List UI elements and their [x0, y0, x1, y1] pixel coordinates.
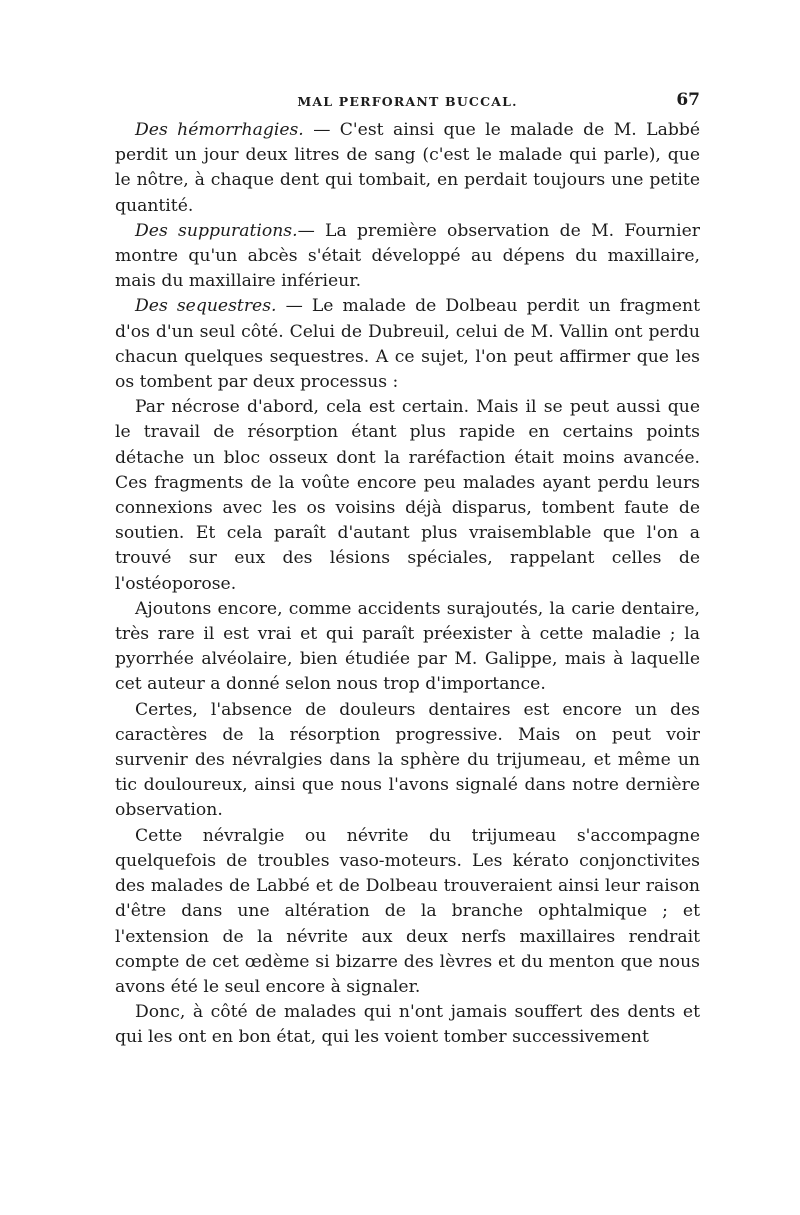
paragraph-necrose	[115, 395, 700, 597]
paragraph-text: Donc, à côté de malades qui n'ont jamais souffert des dents et qui les ont en bon état, qui les voient tomber successivement	[115, 1002, 700, 1048]
paragraph-sequestres	[115, 294, 700, 395]
paragraph-lead: Des sequestres.	[135, 296, 277, 317]
page-number: 67	[676, 90, 700, 110]
paragraph-text: — C'est ainsi que le malade de M. Labbé perdit un jour deux litres de sang (c'est le malade qui parle), que le nôtre, à chaque dent qui tombait, en perdait toujours une petite quantité.	[115, 120, 700, 216]
running-head: MAL PERFORANT BUCCAL.	[297, 94, 518, 109]
paragraph-text: — Le malade de Dolbeau perdit un fragment d'os d'un seul côté. Celui de Dubreuil, celui de M. Vallin ont perdu chacun quelques sequestres. A ce sujet, l'on peut affirmer que les os tombent par deux processus :	[115, 296, 700, 393]
paragraph-text: Ajoutons encore, comme accidents surajoutés, la carie dentaire, très rare il est vrai et qui paraît préexister à cette maladie ; la pyorrhée alvéolaire, bien étudiée par M. Galippe, mais à laquelle cet auteur a donné selon nous trop d'importance.	[115, 598, 700, 695]
paragraph-lead: Des suppurations.	[135, 220, 298, 241]
page-header	[115, 88, 700, 114]
paragraph-text: Par nécrose d'abord, cela est certain. Mais il se peut aussi que le travail de résorption étant plus rapide en certains points détache un bloc osseux dont la raréfaction était moins avancée. Ces fragments de la voûte encore peu malades ayant perdu leurs connexions avec les os voisins déjà disparus, tombent faute de soutien. Et cela paraît d'autant plus vraisemblable que l'on a trouvé sur eux des lésions spéciales, rappelant celles de l'ostéoporose.	[115, 397, 700, 594]
paragraph-donc	[115, 1000, 700, 1050]
book-page	[115, 88, 700, 1051]
paragraph-text: Certes, l'absence de douleurs dentaires est encore un des caractères de la résorption progressive. Mais on peut voir survenir des névralgies dans la sphère du trijumeau, et même un tic douloureux, ainsi que nous l'avons signalé dans notre dernière observation.	[115, 699, 700, 821]
paragraph-accidents	[115, 597, 700, 698]
paragraph-text: — La première observation de M. Fournier montre qu'un abcès s'était développé au dépens du maxillaire, mais du maxillaire inférieur.	[115, 220, 700, 292]
body-text	[115, 118, 700, 1051]
paragraph-lead: Des hémorrhagies.	[135, 120, 304, 140]
paragraph-hemorrhagies	[115, 118, 700, 219]
paragraph-certes	[115, 698, 700, 824]
paragraph-suppurations	[115, 219, 700, 295]
paragraph-text: Cette névralgie ou névrite du trijumeau s'accompagne quelquefois de troubles vaso-moteurs. Les kérato conjonctivites des malades de Labbé et de Dolbeau trouveraient ainsi leur raison d'être dans une altération de la branche ophtalmique ; et l'extension de la névrite aux deux nerfs maxillaires rendrait compte de cet œdème si bizarre des lèvres et du menton que nous avons été le seul encore à signaler.	[115, 825, 700, 997]
paragraph-nevralgie	[115, 824, 700, 1000]
